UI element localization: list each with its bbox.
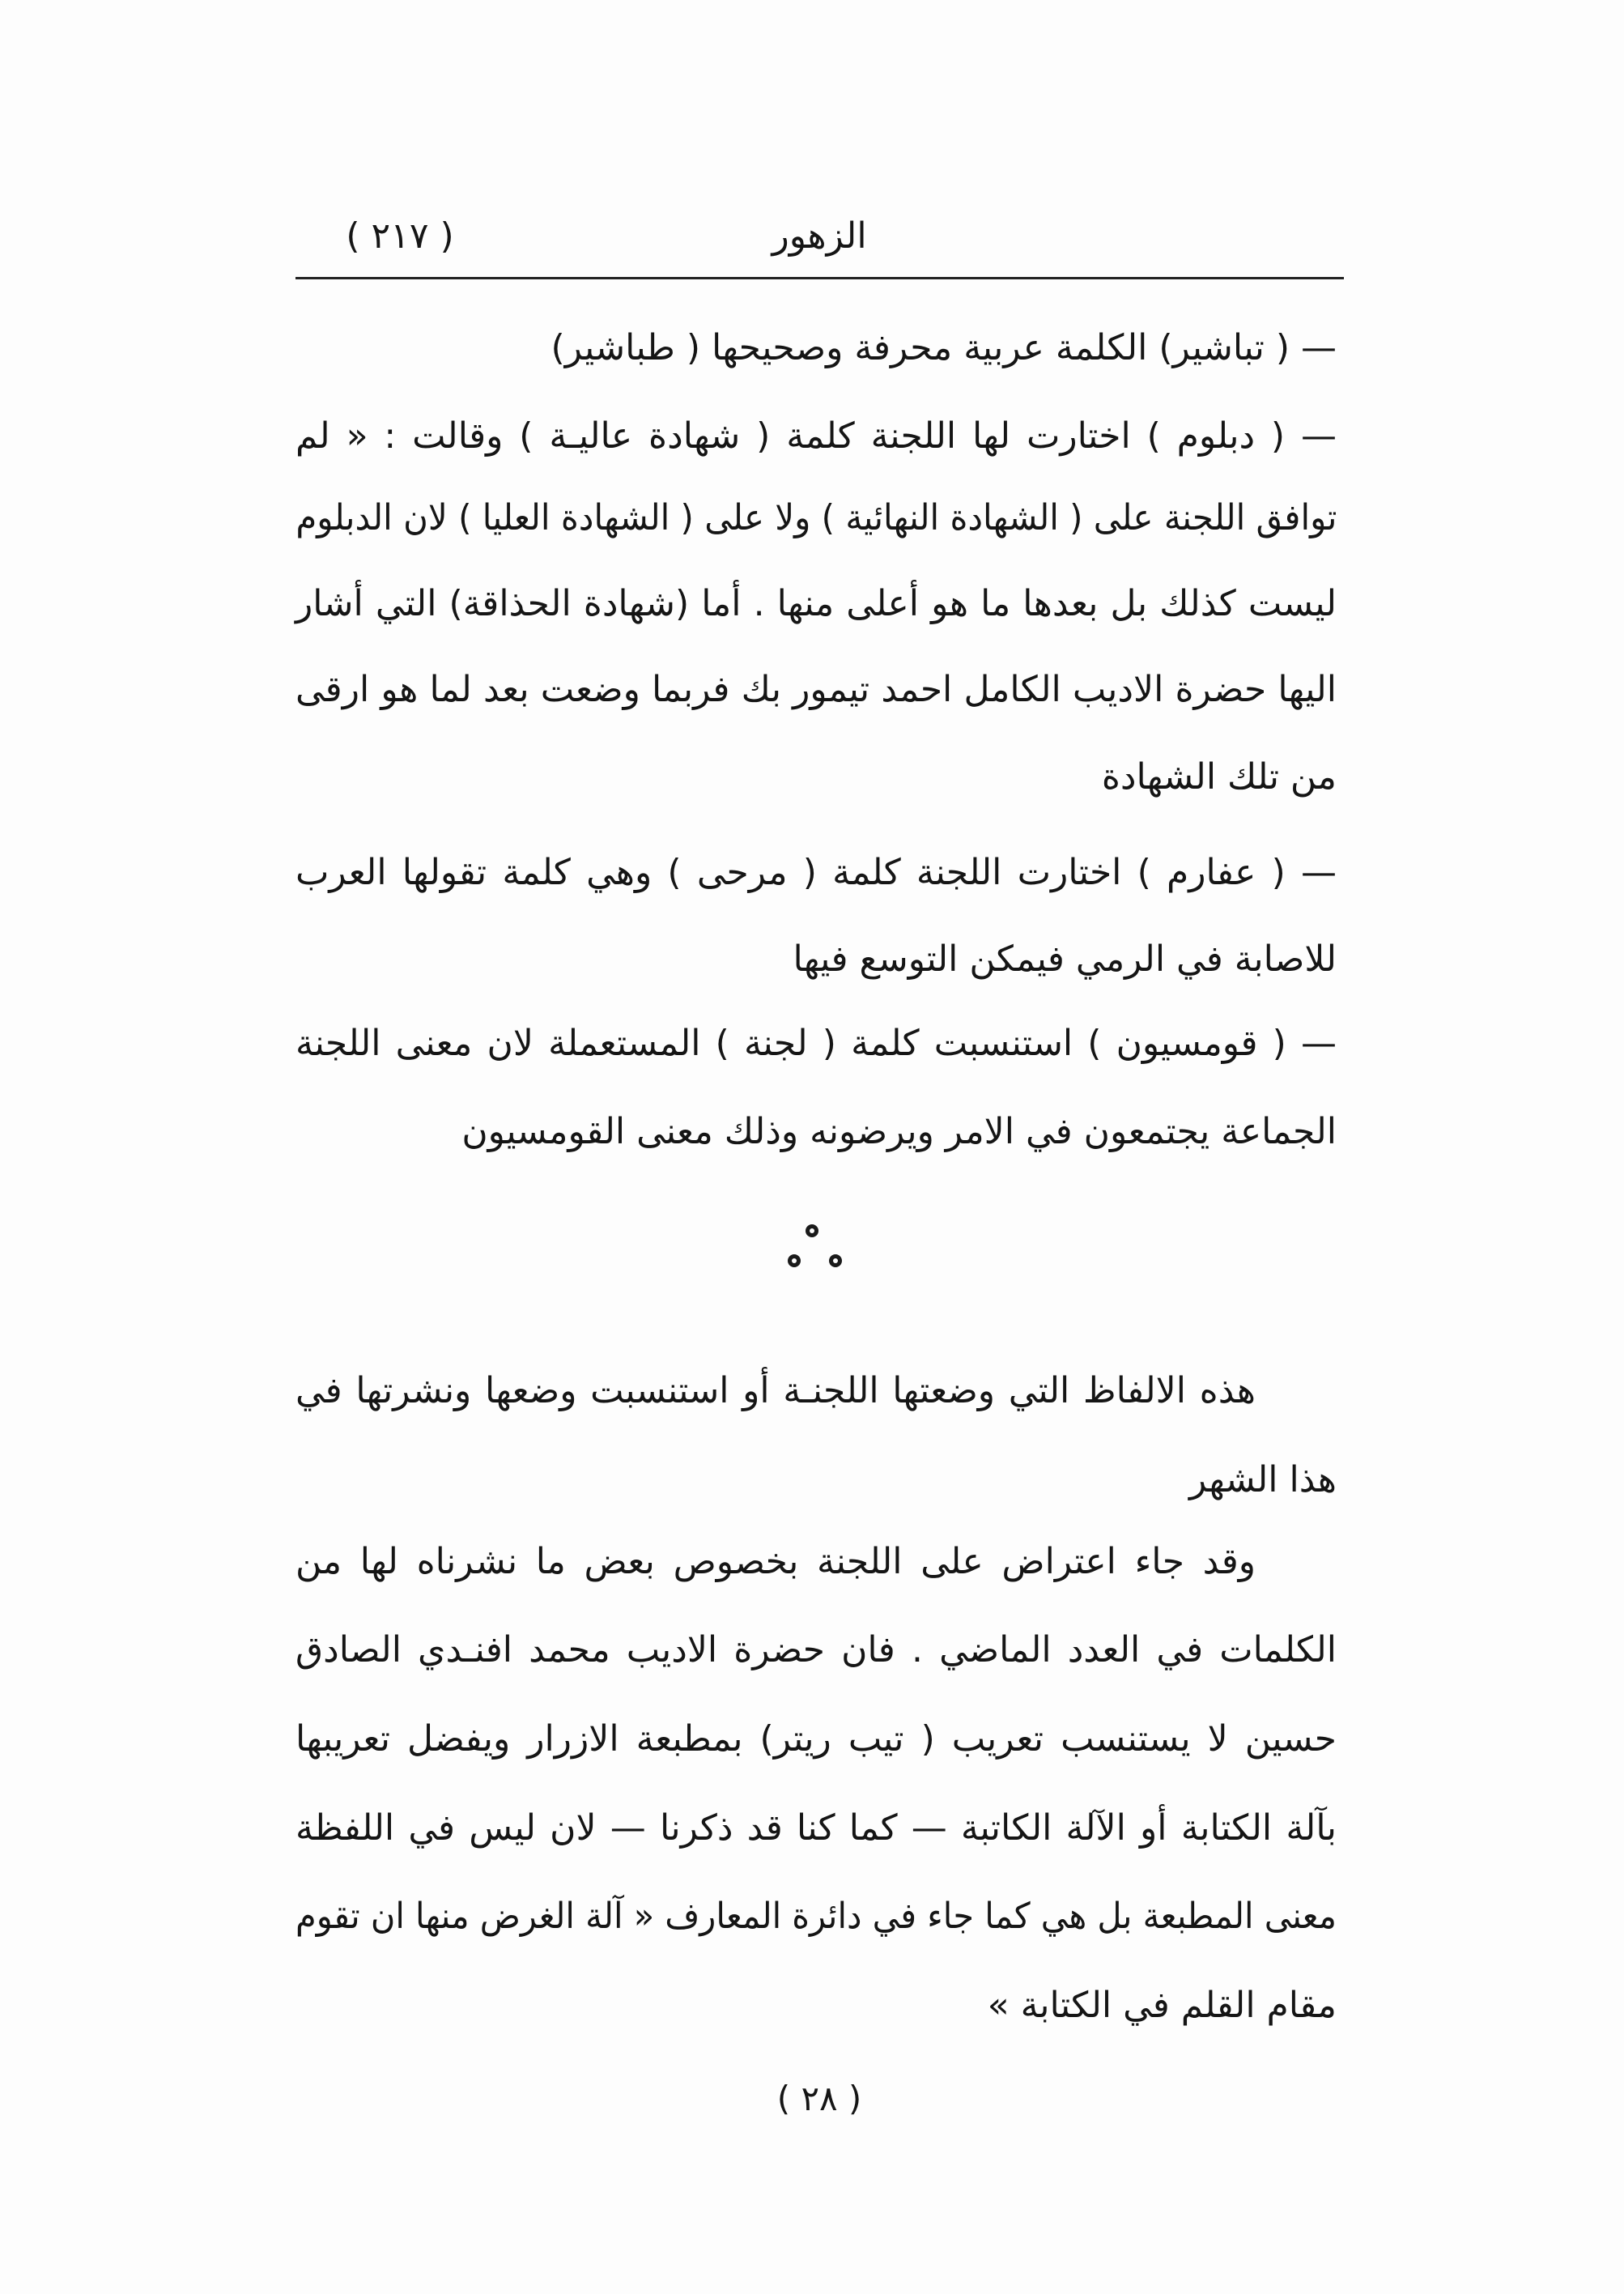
text-line: [295, 1359, 1256, 1424]
text-line: [295, 486, 1337, 551]
text-line: [295, 745, 1337, 810]
line-text: بآلة الكتابة أو الآلة الكاتبة — كما كنا قد ذكرنا — لان ليس في اللفظة: [295, 1807, 1337, 1849]
text-line: [295, 1707, 1337, 1772]
text-line: [295, 1011, 1337, 1076]
text-line: [295, 316, 1337, 381]
line-text: من تلك الشهادة: [1101, 756, 1337, 798]
text-line: [295, 658, 1337, 722]
line-text: هذه الالفاظ التي وضعتها اللجنـة أو استنسبت وضعها ونشرتها في: [295, 1370, 1256, 1411]
header-rule: [295, 277, 1344, 279]
line-text: — ( عفارم ) اختارت اللجنة كلمة ( مرحى ) وهي كلمة تقولها العرب: [295, 852, 1337, 893]
line-text: حسين لا يستنسب تعريب ( تيب ريتر) بمطبعة الازرار ويفضل تعريبها: [295, 1718, 1337, 1760]
asterism-ornament-icon: [777, 1219, 850, 1275]
text-line: [295, 1618, 1337, 1683]
line-text: وقد جاء اعتراض على اللجنة بخصوص بعض ما نشرناه لها من: [295, 1541, 1256, 1582]
text-line: [295, 404, 1337, 469]
line-text: اليها حضرة الاديب الكامل احمد تيمور بك فربما وضعت بعد لما هو ارقى: [295, 669, 1337, 710]
text-line: [295, 1796, 1337, 1861]
text-line: [295, 1448, 1337, 1513]
text-line: [295, 927, 1337, 992]
line-text: — ( تباشير) الكلمة عربية محرفة وصحيحها ( طباشير): [551, 327, 1337, 368]
text-line: [295, 1530, 1256, 1594]
line-text: — ( قومسيون ) استنسبت كلمة ( لجنة ) المستعملة لان معنى اللجنة: [295, 1023, 1337, 1064]
running-header-title: الزهور: [772, 215, 867, 257]
line-text: مقام القلم في الكتابة »: [987, 1985, 1337, 2026]
text-line: [295, 1100, 1337, 1164]
line-text: معنى المطبعة بل هي كما جاء في دائرة المعارف « آلة الغرض منها ان تقوم: [295, 1896, 1337, 1937]
line-text: توافق اللجنة على ( الشهادة النهائية ) ولا على ( الشهادة العليا ) لان الدبلوم: [295, 497, 1337, 538]
line-text: ليست كذلك بل بعدها ما هو أعلى منها . أما (شهادة الحذاقة) التي أشار: [295, 583, 1337, 624]
line-text: هذا الشهر: [1189, 1459, 1337, 1500]
header-page-number: ( ٢١٧ ): [346, 215, 454, 257]
line-text: للاصابة في الرمي فيمكن التوسع فيها: [793, 938, 1337, 980]
footer-page-number: ( ٢٨ ): [776, 2079, 862, 2118]
line-text: — ( دبلوم ) اختارت لها اللجنة كلمة ( شهادة عاليـة ) وقالت : « لم: [295, 415, 1337, 457]
line-text: الكلمات في العدد الماضي . فان حضرة الاديب محمد افنـدي الصادق: [295, 1629, 1337, 1670]
text-line: [295, 841, 1337, 905]
text-line: [295, 1973, 1337, 2038]
line-text: الجماعة يجتمعون في الامر ويرضونه وذلك معنى القومسيون: [461, 1111, 1337, 1152]
text-line: [295, 1884, 1337, 1949]
text-line: [295, 572, 1337, 636]
